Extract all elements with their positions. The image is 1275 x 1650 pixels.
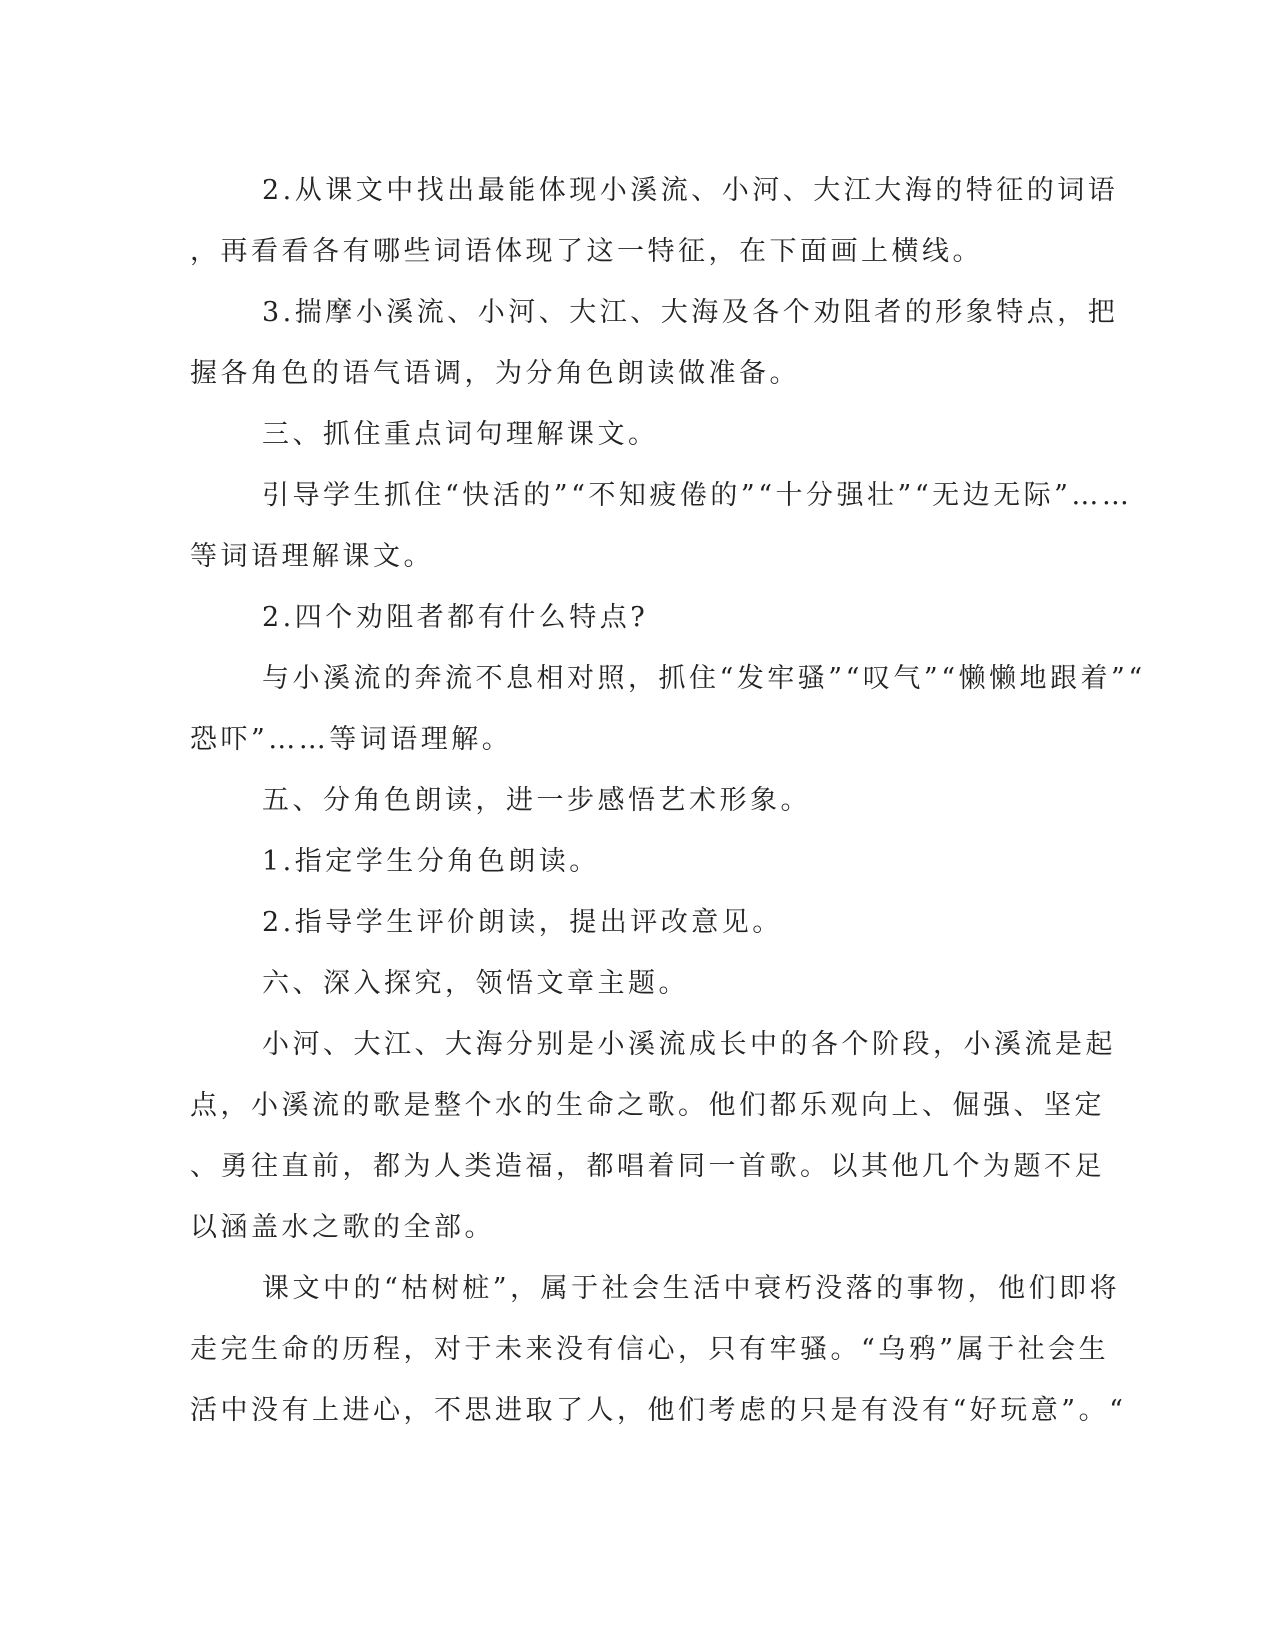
text-line: 1.指定学生分角色朗读。: [262, 846, 600, 877]
text-line: 点，小溪流的歌是整个水的生命之歌。他们都乐观向上、倔强、坚定: [190, 1090, 1105, 1121]
text-line: 引导学生抓住“快活的”“不知疲倦的”“十分强壮”“无边无际”……: [262, 480, 1133, 511]
section-heading: 六、深入探究，领悟文章主题。: [262, 968, 689, 999]
text-line: 握各角色的语气语调，为分角色朗读做准备。: [190, 358, 800, 389]
text-line: 以涵盖水之歌的全部。: [190, 1212, 495, 1243]
text-line: ，再看看各有哪些词语体现了这一特征，在下面画上横线。: [190, 236, 983, 267]
text-line: 等词语理解课文。: [190, 541, 434, 572]
text-line: 与小溪流的奔流不息相对照，抓住“发牢骚”“叹气”“懒懒地跟着”“: [262, 663, 1146, 694]
section-heading: 五、分角色朗读，进一步感悟艺术形象。: [262, 785, 811, 816]
section-heading: 三、抓住重点词句理解课文。: [262, 419, 659, 450]
document-body: [190, 160, 1146, 1441]
text-line: 3.揣摩小溪流、小河、大江、大海及各个劝阻者的形象特点，把: [262, 297, 1119, 328]
text-line: 活中没有上进心，不思进取了人，他们考虑的只是有没有“好玩意”。“: [190, 1395, 1127, 1426]
text-line: 、勇往直前，都为人类造福，都唱着同一首歌。以其他几个为题不足: [190, 1151, 1105, 1182]
text-line: 走完生命的历程，对于未来没有信心，只有牢骚。“乌鸦”属于社会生: [190, 1334, 1110, 1365]
text-line: 2.四个劝阻者都有什么特点?: [262, 602, 649, 633]
text-line: 2.从课文中找出最能体现小溪流、小河、大江大海的特征的词语: [262, 175, 1119, 206]
text-line: 2.指导学生评价朗读，提出评改意见。: [262, 907, 783, 938]
text-line: 恐吓”……等词语理解。: [190, 724, 513, 755]
text-line: 课文中的“枯树桩”，属于社会生活中衰朽没落的事物，他们即将: [262, 1273, 1121, 1304]
text-line: 小河、大江、大海分别是小溪流成长中的各个阶段，小溪流是起: [262, 1029, 1116, 1060]
